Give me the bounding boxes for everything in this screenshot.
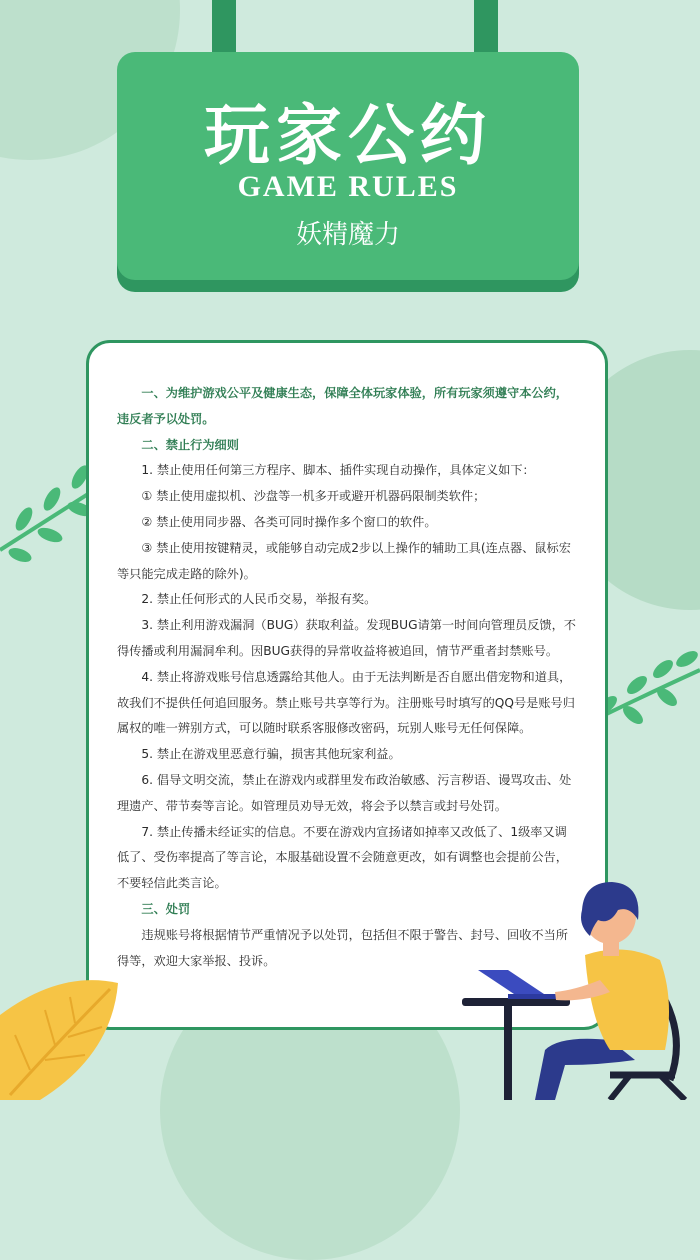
rule-item: ① 禁止使用虚拟机、沙盘等一机多开或避开机器码限制类软件； [141,489,486,504]
page-title: 玩家公约 [204,96,492,174]
hanger-strap-left [212,0,236,60]
rule-item: 1. 禁止使用任何第三方程序、脚本、插件实现自动操作，具体定义如下： [141,463,535,478]
rule-item: 2. 禁止任何形式的人民币交易，举报有奖。 [141,592,377,607]
rule-item: 7. 禁止传播未经证实的信息。不要在游戏内宣扬诸如掉率又改低了、1级率又调低了、受伤率提高了等言论，本服基础设置不会随意更改，如有调整也会提前公告，不要轻信此类言论。 [117,824,568,891]
person-at-laptop-illustration [460,870,700,1100]
rule-item: 3. 禁止利用游戏漏洞（BUG）获取利益。发现BUG请第一时间向管理员反馈，不得传播或利用漏洞牟利。因BUG获得的异常收益将被追回，情节严重者封禁账号。 [117,618,576,658]
rule-item: ② 禁止使用同步器、各类可同时操作多个窗口的软件。 [141,514,437,529]
rule-section-heading: 二、禁止行为细则 [141,437,239,452]
rule-item: 违规账号将根据情节严重情况予以处罚，包括但不限于警告、封号、回收不当所得等，欢迎大家举报、投诉。 [117,927,568,968]
rule-item: 5. 禁止在游戏里恶意行骗，损害其他玩家利益。 [141,747,401,762]
title-sign [117,52,579,280]
orange-leaf-decoration [0,975,125,1100]
rule-item: ③ 禁止使用按键精灵，或能够自动完成2步以上操作的辅助工具(连点器、鼠标宏等只能完成走路的除外)。 [117,540,571,581]
rule-item: 6. 倡导文明交流，禁止在游戏内或群里发布政治敏感、污言秽语、谩骂攻击、处理遗产、带节奏等言论。如管理员劝导无效，将会予以禁言或封号处罚。 [117,772,572,813]
page-title-english: GAME RULES [237,170,459,203]
rule-section-heading: 三、处罚 [141,901,191,916]
rule-section-heading: 一、为维护游戏公平及健康生态，保障全体玩家体验，所有玩家须遵守本公约，违反者予以处罚。 [117,386,568,426]
hanger-strap-right [474,0,498,60]
rule-item: 4. 禁止将游戏账号信息透露给其他人。由于无法判断是否自愿出借宠物和道具，故我们不提供任何追回服务。禁止账号共享等行为。注册账号时填写的QQ号是账号归属权的唯一辨别方式，可以随时联系客服修改密码，玩别人账号无任何保障。 [117,669,575,736]
game-name: 妖精魔力 [295,220,400,250]
